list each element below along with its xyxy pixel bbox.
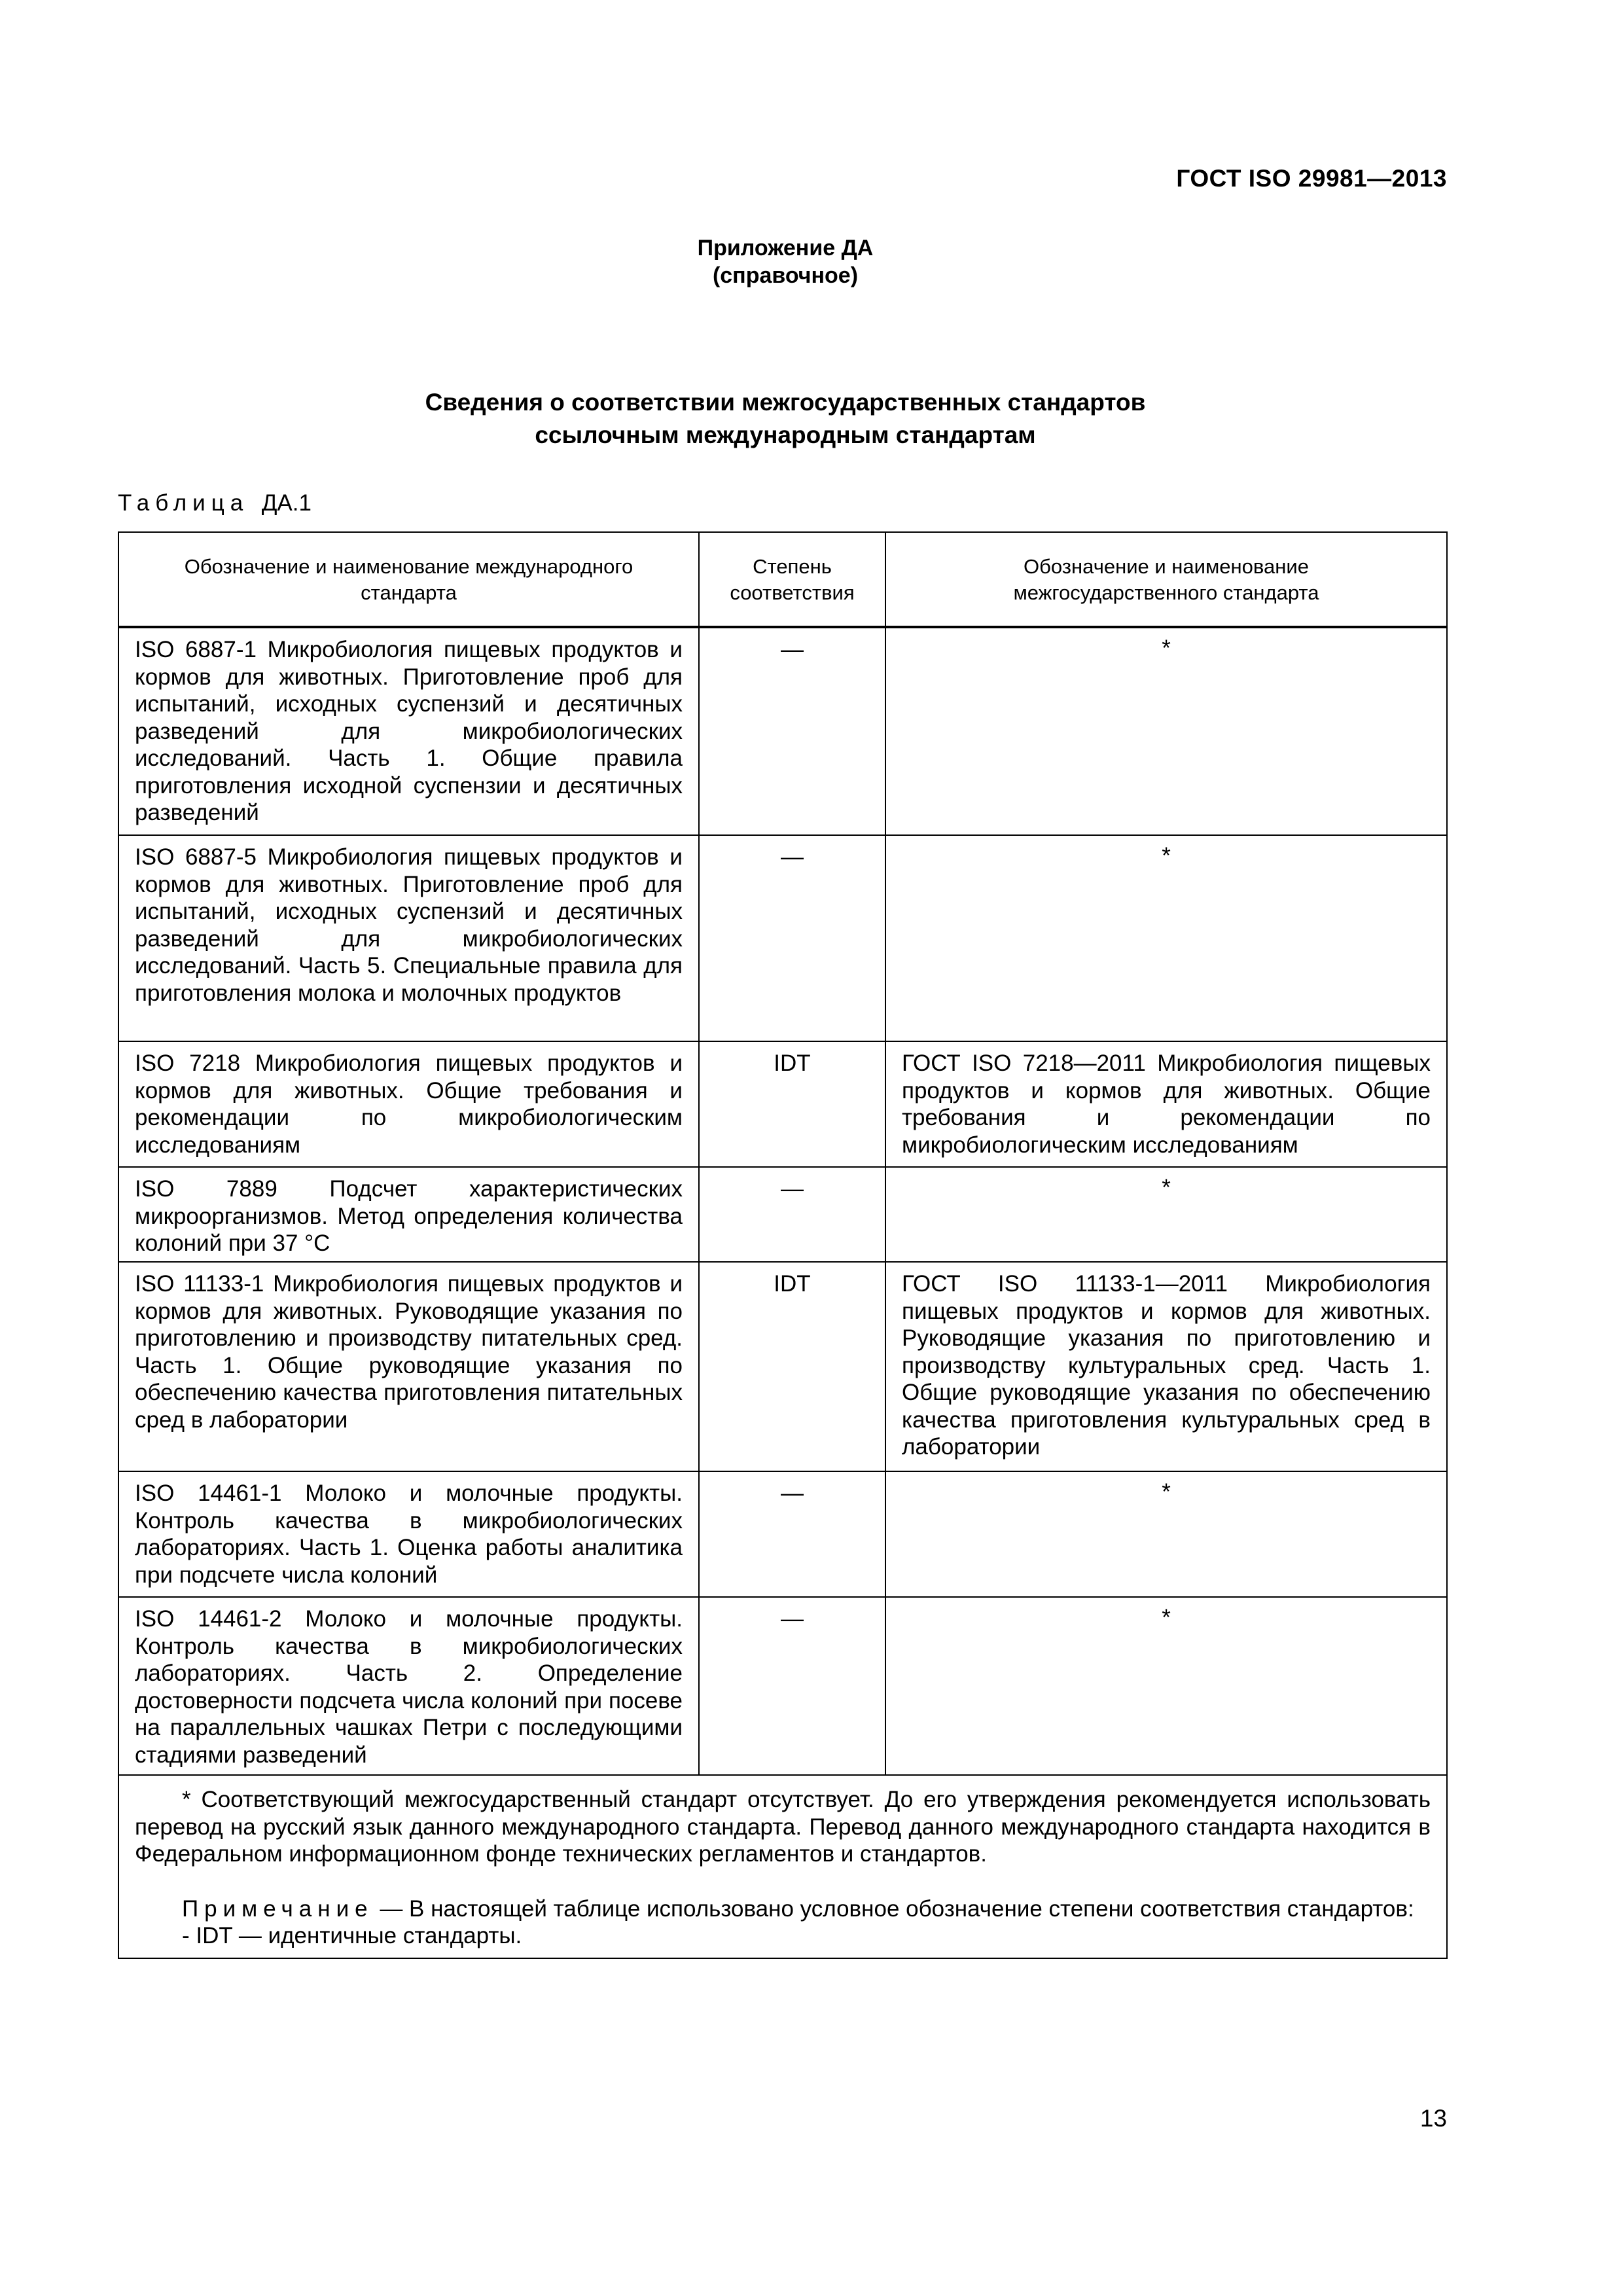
page-number: 13 <box>1419 2105 1447 2132</box>
interstate-standard-cell: * <box>885 1597 1447 1775</box>
international-standard-cell: ISO 6887-5 Микробиология пищевых продуктов и кормов для животных. Приготовление проб для испытаний, исходных суспензий и десятичных разведений для микробиологических исследований. Часть 5. Специальные правила для приготовления молока и молочных продуктов <box>118 835 699 1041</box>
section-title-line-1: Сведения о соответствии межгосударственных стандартов <box>425 389 1146 416</box>
table-row <box>118 1262 1447 1471</box>
document-designation: ГОСТ ISO 29981—2013 <box>1176 165 1447 192</box>
international-standard-cell: ISO 14461-2 Молоко и молочные продукты. Контроль качества в микробиологических лабораториях. Часть 2. Определение достоверности подсчета числа колоний при посеве на параллельных чашках Петри с последующими стадиями разведений <box>118 1597 699 1775</box>
interstate-standard-cell: ГОСТ ISO 7218—2011 Микробиология пищевых продуктов и кормов для животных. Общие требования и рекомендации по микробиологическим исследованиям <box>885 1041 1447 1167</box>
interstate-standard-cell: * <box>885 1167 1447 1262</box>
degree-cell: — <box>699 1597 885 1775</box>
degree-cell: — <box>699 1471 885 1597</box>
table-caption <box>118 490 312 516</box>
section-title-line-2: ссылочным международным стандартам <box>535 422 1036 448</box>
header-degree-of-correspondence: Степень соответствия <box>699 532 885 627</box>
table-header-row <box>118 532 1447 627</box>
header-interstate-standard: Обозначение и наименование межгосударственного стандарта <box>885 532 1447 627</box>
section-title <box>0 386 1571 452</box>
table-footnote: * Соответствующий межгосударственный стандарт отсутствует. До его утверждения рекомендуется использовать перевод на русский язык данного международного стандарта. Перевод данного международного стандарта находится в Федеральном информационном фонде технических регламентов и стандартов. <box>135 1787 1431 1867</box>
international-standard-cell: ISO 6887-1 Микробиология пищевых продуктов и кормов для животных. Приготовление проб для испытаний, исходных суспензий и десятичных разведений для микробиологических исследований. Часть 1. Общие правила приготовления исходной суспензии и десятичных разведений <box>118 627 699 835</box>
note-list-item: - IDT — идентичные стандарты. <box>182 1923 522 1948</box>
note-label: Примечание <box>182 1895 374 1922</box>
international-standard-cell: ISO 7889 Подсчет характеристических микроорганизмов. Метод определения количества колоний при 37 °С <box>118 1167 699 1262</box>
table-row <box>118 1041 1447 1167</box>
interstate-standard-cell: * <box>885 1471 1447 1597</box>
table-caption-word: Таблица <box>118 490 249 516</box>
degree-cell: IDT <box>699 1041 885 1167</box>
interstate-standard-cell: ГОСТ ISO 11133-1—2011 Микробиология пищевых продуктов и кормов для животных. Руководящие указания по приготовлению и производству культуральных сред. Часть 1. Общие руководящие указания по обеспечению качества приготовления культуральных сред в лаборатории <box>885 1262 1447 1471</box>
degree-cell: — <box>699 627 885 835</box>
degree-cell: IDT <box>699 1262 885 1471</box>
degree-cell: — <box>699 835 885 1041</box>
international-standard-cell: ISO 14461-1 Молоко и молочные продукты. Контроль качества в микробиологических лабораториях. Часть 1. Оценка работы аналитика при подсчете числа колоний <box>118 1471 699 1597</box>
note-text: — В настоящей таблице использовано условное обозначение степени соответствия стандартов: <box>380 1895 1414 1922</box>
table-row <box>118 1597 1447 1775</box>
appendix-status: (справочное) <box>712 263 859 288</box>
header-international-standard: Обозначение и наименование международного стандарта <box>118 532 699 627</box>
table-caption-number: ДА.1 <box>261 490 312 516</box>
table-footnote-cell <box>118 1775 1447 1958</box>
correspondence-table <box>118 531 1448 1959</box>
degree-cell: — <box>699 1167 885 1262</box>
table-footnote-row <box>118 1775 1447 1958</box>
interstate-standard-cell: * <box>885 835 1447 1041</box>
international-standard-cell: ISO 7218 Микробиология пищевых продуктов и кормов для животных. Общие требования и рекомендации по микробиологическим исследованиям <box>118 1041 699 1167</box>
international-standard-cell: ISO 11133-1 Микробиология пищевых продуктов и кормов для животных. Руководящие указания по приготовлению и производству питательных сред. Часть 1. Общие руководящие указания по обеспечению качества приготовления питательных сред в лаборатории <box>118 1262 699 1471</box>
table-row <box>118 1471 1447 1597</box>
table-row <box>118 627 1447 835</box>
appendix-title: Приложение ДА <box>697 236 874 260</box>
table-note <box>135 1895 1431 1923</box>
table-row <box>118 835 1447 1041</box>
interstate-standard-cell: * <box>885 627 1447 835</box>
table-row <box>118 1167 1447 1262</box>
